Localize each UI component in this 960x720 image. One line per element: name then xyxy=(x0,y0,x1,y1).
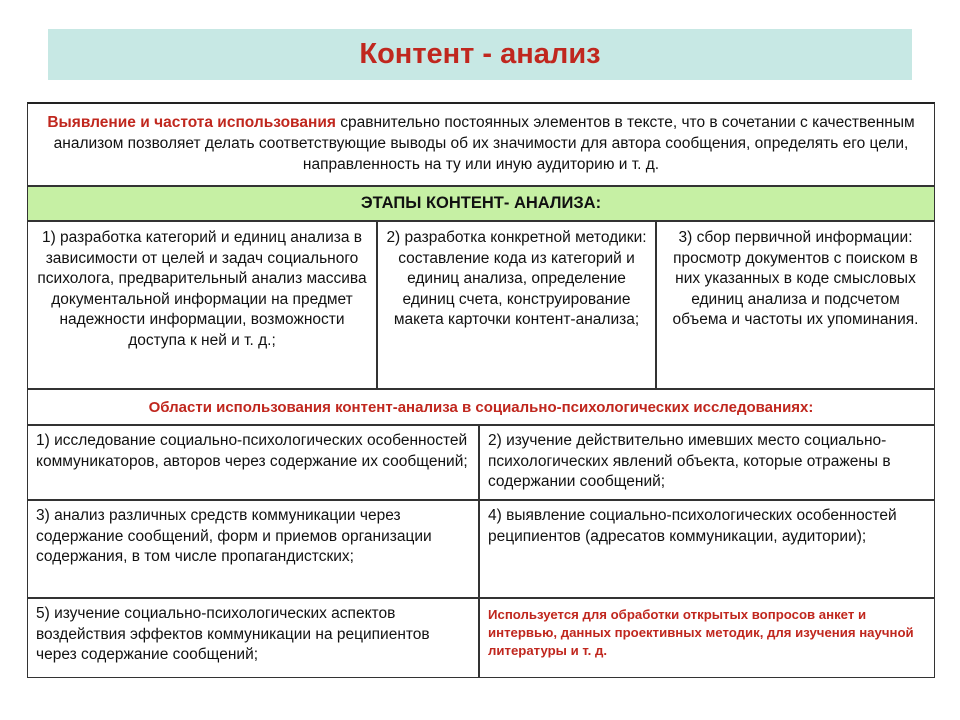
area-1: 1) исследование социально-психологических особенностей коммуникаторов, авторов через содержание их сообщений; xyxy=(27,425,479,500)
area-5: 5) изучение социально-психологических аспектов воздействия эффектов коммуникации на реципиентов через содержание сообщений; xyxy=(27,598,479,678)
area-4: 4) выявление социально-психологических особенностей реципиентов (адресатов коммуникации, аудитории); xyxy=(479,500,935,598)
stages-row xyxy=(27,221,935,389)
stages-header: ЭТАПЫ КОНТЕНТ- АНАЛИЗА: xyxy=(27,186,935,221)
intro-highlight: Выявление и частота использования xyxy=(47,114,336,131)
area-2: 2) изучение действительно имевших место социально-психологических явлений объекта, которые отражены в содержании сообщений; xyxy=(479,425,935,500)
stage-3: 3) сбор первичной информации: просмотр документов с поиском в них указанных в коде смысловых единиц анализа и подсчетом объема и частоты их упоминания. xyxy=(656,221,935,389)
area-3: 3) анализ различных средств коммуникации через содержание сообщений, форм и приемов организации содержания, в том числе пропагандистских; xyxy=(27,500,479,598)
usage-note: Используется для обработки открытых вопросов анкет и интервью, данных проективных методик, для изучения научной литературы и т. д. xyxy=(479,598,935,678)
title-bar xyxy=(48,29,912,80)
stage-1: 1) разработка категорий и единиц анализа в зависимости от целей и задач социального психолога, предварительный анализ массива документальной информации на предмет надежности информации, возможности доступа к ней и т. д.; xyxy=(27,221,377,389)
page-title: Контент - анализ xyxy=(359,38,601,70)
stage-2: 2) разработка конкретной методики: составление кода из категорий и единиц анализа, определение единиц счета, конструирование макета карточки контент-анализа; xyxy=(377,221,656,389)
areas-header: Области использования контент-анализа в социально-психологических исследованиях: xyxy=(27,389,935,425)
intro-box xyxy=(27,102,935,186)
intro-text: сравнительно постоянных элементов в тексте, что в сочетании с качественным анализом позволяет делать соответствующие выводы об их значимости для автора сообщения, определять его цели, направленность на ту или иную аудиторию и т. д. xyxy=(53,114,915,173)
